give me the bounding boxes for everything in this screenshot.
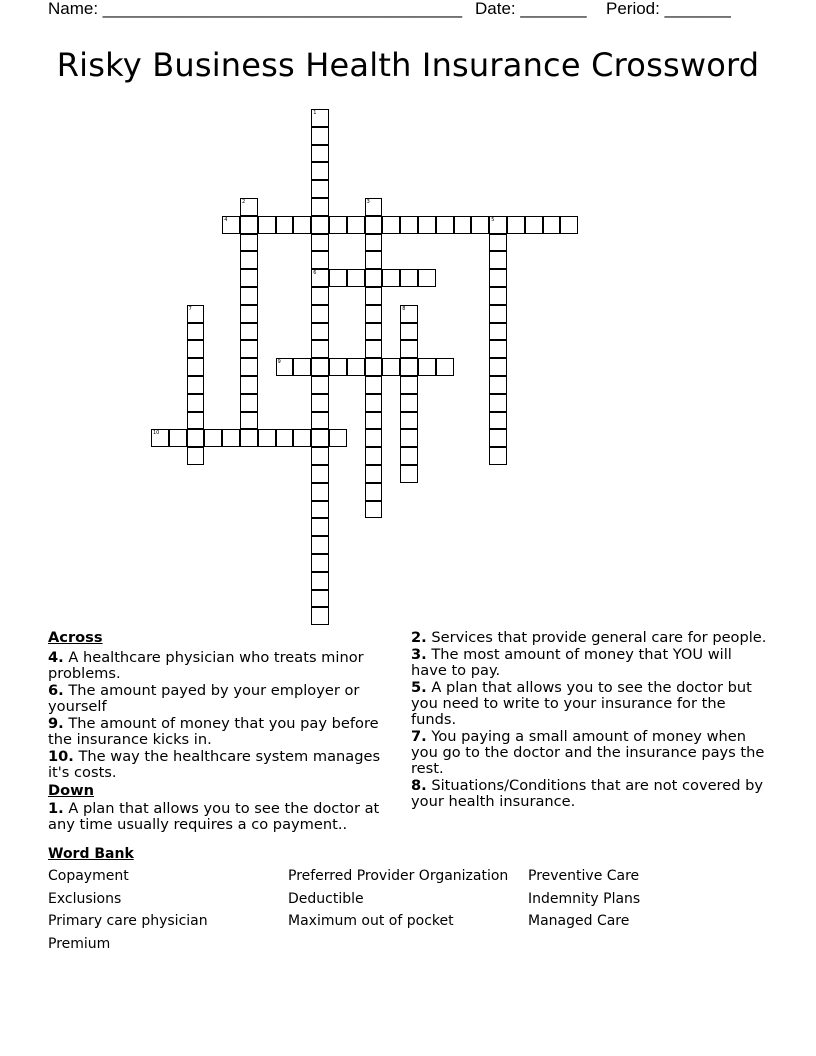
down-clue: [411, 729, 771, 777]
crossword-cell[interactable]: [311, 483, 329, 501]
crossword-cell[interactable]: [311, 412, 329, 430]
crossword-cell[interactable]: [240, 358, 258, 376]
crossword-cell[interactable]: [276, 358, 294, 376]
word-bank-item: Preventive Care: [528, 868, 640, 884]
crossword-cell[interactable]: [400, 394, 418, 412]
crossword-cell[interactable]: [489, 216, 507, 234]
crossword-cell[interactable]: [151, 429, 169, 447]
crossword-cell[interactable]: [311, 590, 329, 608]
clue-text: A plan that allows you to see the doctor but you need to write to your insurance for the funds.: [411, 679, 752, 728]
word-bank-item: Preferred Provider Organization: [288, 868, 509, 884]
crossword-cell[interactable]: [489, 394, 507, 412]
crossword-cell[interactable]: [400, 465, 418, 483]
crossword-cell[interactable]: [382, 358, 400, 376]
clue-number: 7.: [411, 728, 427, 745]
crossword-cell[interactable]: [365, 376, 383, 394]
crossword-cell[interactable]: [400, 358, 418, 376]
crossword-cell[interactable]: [489, 287, 507, 305]
across-clue: [48, 716, 403, 748]
clue-number-label: 2: [242, 199, 246, 205]
crossword-cell[interactable]: [258, 216, 276, 234]
word-bank-item: Primary care physician: [48, 913, 208, 929]
across-clue: [48, 749, 403, 781]
crossword-cell[interactable]: [293, 358, 311, 376]
crossword-cell[interactable]: [311, 162, 329, 180]
clue-number-label: 4: [224, 216, 228, 223]
crossword-cell[interactable]: [400, 269, 418, 287]
crossword-cell[interactable]: [329, 269, 347, 287]
crossword-cell[interactable]: [365, 429, 383, 447]
across-clue: [48, 683, 403, 715]
crossword-cell[interactable]: [187, 412, 205, 430]
down-clue: [411, 647, 771, 679]
clue-number-label: 1: [313, 110, 317, 116]
crossword-cell[interactable]: [311, 358, 329, 376]
crossword-cell[interactable]: [400, 216, 418, 234]
across-clue: [48, 650, 403, 682]
crossword-cell[interactable]: [311, 109, 329, 127]
crossword-cell[interactable]: [293, 216, 311, 234]
crossword-cell[interactable]: [311, 501, 329, 519]
crossword-cell[interactable]: [489, 323, 507, 341]
crossword-cell[interactable]: [276, 429, 294, 447]
crossword-cell[interactable]: [311, 305, 329, 323]
crossword-cell[interactable]: [169, 429, 187, 447]
clues-right-column: [411, 630, 771, 811]
crossword-cell[interactable]: [400, 429, 418, 447]
word-bank-item: Maximum out of pocket: [288, 913, 454, 929]
crossword-cell[interactable]: [187, 376, 205, 394]
clue-text: A healthcare physician who treats minor problems.: [48, 649, 364, 682]
clue-text: The amount of money that you pay before the insurance kicks in.: [48, 715, 379, 748]
crossword-cell[interactable]: [489, 269, 507, 287]
crossword-cell[interactable]: [329, 216, 347, 234]
clue-text: Situations/Conditions that are not covered by your health insurance.: [411, 777, 764, 810]
name-field[interactable]: Name: ______________________________________: [48, 0, 463, 18]
crossword-cell[interactable]: [489, 305, 507, 323]
clue-number: 1.: [48, 800, 64, 817]
clues-left-column: [48, 630, 403, 834]
crossword-cell[interactable]: [311, 607, 329, 625]
crossword-cell[interactable]: [222, 216, 240, 234]
crossword-cell[interactable]: [276, 216, 294, 234]
crossword-cell[interactable]: [400, 323, 418, 341]
crossword-cell[interactable]: [365, 251, 383, 269]
crossword-cell[interactable]: [347, 269, 365, 287]
crossword-cell[interactable]: [489, 340, 507, 358]
crossword-cell[interactable]: [365, 465, 383, 483]
crossword-cell[interactable]: [240, 234, 258, 252]
clue-number-label: 7: [188, 305, 192, 312]
crossword-cell[interactable]: [365, 234, 383, 252]
crossword-cell[interactable]: [187, 429, 205, 447]
crossword-cell[interactable]: [365, 358, 383, 376]
crossword-cell[interactable]: [454, 216, 472, 234]
word-bank-item: Exclusions: [48, 891, 122, 907]
crossword-cell[interactable]: [400, 340, 418, 358]
crossword-cell[interactable]: [222, 429, 240, 447]
crossword-cell[interactable]: [489, 251, 507, 269]
clue-text: The most amount of money that YOU will have to pay.: [411, 646, 732, 679]
crossword-cell[interactable]: [204, 429, 222, 447]
crossword-cell[interactable]: [543, 216, 561, 234]
crossword-cell[interactable]: [187, 340, 205, 358]
crossword-cell[interactable]: [240, 429, 258, 447]
clue-number-label: 3: [366, 199, 370, 205]
crossword-cell[interactable]: [489, 358, 507, 376]
crossword-cell[interactable]: [240, 323, 258, 341]
crossword-cell[interactable]: [400, 412, 418, 430]
period-field[interactable]: Period: _______: [606, 0, 731, 18]
crossword-cell[interactable]: [311, 447, 329, 465]
page-title: Risky Business Health Insurance Crossword: [56, 46, 760, 84]
crossword-cell[interactable]: [329, 358, 347, 376]
crossword-cell[interactable]: [400, 305, 418, 323]
crossword-cell[interactable]: [240, 305, 258, 323]
crossword-cell[interactable]: [240, 412, 258, 430]
crossword-cell[interactable]: [240, 216, 258, 234]
crossword-cell[interactable]: [347, 216, 365, 234]
crossword-cell[interactable]: [311, 198, 329, 216]
clue-number: 4.: [48, 649, 64, 666]
crossword-cell[interactable]: [187, 305, 205, 323]
word-bank-item: Premium: [48, 936, 111, 952]
crossword-cell[interactable]: [329, 429, 347, 447]
clue-number: 9.: [48, 715, 64, 732]
crossword-cell[interactable]: [240, 287, 258, 305]
crossword-cell[interactable]: [187, 323, 205, 341]
crossword-cell[interactable]: [311, 554, 329, 572]
word-bank-item: Deductible: [288, 891, 364, 907]
down-heading: Down: [48, 782, 95, 799]
crossword-cell[interactable]: [311, 429, 329, 447]
crossword-cell[interactable]: [311, 536, 329, 554]
crossword-cell[interactable]: [365, 340, 383, 358]
crossword-cell[interactable]: [258, 429, 276, 447]
word-bank-item: Copayment: [48, 868, 129, 884]
clue-text: Services that provide general care for people.: [431, 629, 767, 646]
crossword-cell[interactable]: [311, 518, 329, 536]
clue-text: The way the healthcare system manages it's costs.: [48, 748, 381, 781]
crossword-cell[interactable]: [365, 305, 383, 323]
crossword-cell[interactable]: [400, 376, 418, 394]
crossword-cell[interactable]: [489, 376, 507, 394]
crossword-cell[interactable]: [311, 216, 329, 234]
clue-number: 5.: [411, 679, 427, 696]
crossword-cell[interactable]: [311, 269, 329, 287]
clue-number-label: 6: [313, 270, 317, 277]
clue-number: 3.: [411, 646, 427, 663]
crossword-cell[interactable]: [240, 340, 258, 358]
crossword-cell[interactable]: [365, 269, 383, 287]
crossword-cell[interactable]: [525, 216, 543, 234]
clue-number-label: 8: [402, 305, 406, 312]
down-clue: [411, 630, 771, 646]
clue-number-label: 10: [153, 430, 160, 437]
crossword-cell[interactable]: [365, 323, 383, 341]
crossword-cell[interactable]: [489, 412, 507, 430]
crossword-cell[interactable]: [240, 394, 258, 412]
crossword-cell[interactable]: [365, 216, 383, 234]
crossword-cell[interactable]: [311, 323, 329, 341]
crossword-cell[interactable]: [436, 358, 454, 376]
clue-number-label: 5: [491, 216, 495, 223]
crossword-cell[interactable]: [311, 145, 329, 163]
crossword-cell[interactable]: [365, 287, 383, 305]
date-field[interactable]: Date: _______: [475, 0, 587, 18]
crossword-cell[interactable]: [400, 447, 418, 465]
crossword-cell[interactable]: [365, 412, 383, 430]
crossword-cell[interactable]: [311, 127, 329, 145]
crossword-cell[interactable]: [311, 465, 329, 483]
clue-number: 6.: [48, 682, 64, 699]
crossword-cell[interactable]: [187, 447, 205, 465]
crossword-cell[interactable]: [187, 394, 205, 412]
crossword-cell[interactable]: [240, 198, 258, 216]
crossword-cell[interactable]: [311, 394, 329, 412]
clue-number: 10.: [48, 748, 74, 765]
crossword-cell[interactable]: [311, 340, 329, 358]
crossword-cell[interactable]: [418, 216, 436, 234]
crossword-cell[interactable]: [311, 234, 329, 252]
crossword-cell[interactable]: [560, 216, 578, 234]
clue-text: A plan that allows you to see the doctor at any time usually requires a co payment..: [48, 800, 380, 833]
crossword-cell[interactable]: [365, 501, 383, 519]
crossword-cell[interactable]: [382, 216, 400, 234]
crossword-cell[interactable]: [347, 358, 365, 376]
crossword-cell[interactable]: [489, 234, 507, 252]
crossword-cell[interactable]: [382, 269, 400, 287]
crossword-cell[interactable]: [418, 358, 436, 376]
across-heading: Across: [48, 629, 103, 646]
crossword-cell[interactable]: [365, 483, 383, 501]
down-clue: [48, 801, 403, 833]
word-bank-item: Indemnity Plans: [528, 891, 641, 907]
crossword-cell[interactable]: [418, 269, 436, 287]
crossword-cell[interactable]: [365, 198, 383, 216]
clue-text: You paying a small amount of money when you go to the doctor and the insurance pays the rest.: [411, 728, 765, 777]
crossword-cell[interactable]: [311, 251, 329, 269]
crossword-cell[interactable]: [489, 429, 507, 447]
crossword-cell[interactable]: [489, 447, 507, 465]
crossword-cell[interactable]: [187, 358, 205, 376]
crossword-cell[interactable]: [365, 447, 383, 465]
word-bank-item: Managed Care: [528, 913, 630, 929]
crossword-cell[interactable]: [311, 287, 329, 305]
clue-number: 8.: [411, 777, 427, 794]
crossword-cell[interactable]: [311, 572, 329, 590]
crossword-cell[interactable]: [311, 180, 329, 198]
clue-text: The amount payed by your employer or yourself: [48, 682, 360, 715]
down-clue: [411, 778, 771, 810]
clue-number: 2.: [411, 629, 427, 646]
crossword-cell[interactable]: [471, 216, 489, 234]
crossword-cell[interactable]: [311, 376, 329, 394]
down-clue: [411, 680, 771, 728]
crossword-cell[interactable]: [240, 269, 258, 287]
crossword-cell[interactable]: [240, 376, 258, 394]
crossword-cell[interactable]: [240, 251, 258, 269]
crossword-cell[interactable]: [507, 216, 525, 234]
word-bank-heading: Word Bank: [48, 846, 134, 862]
crossword-cell[interactable]: [293, 429, 311, 447]
clue-number-label: 9: [277, 359, 281, 366]
crossword-cell[interactable]: [365, 394, 383, 412]
crossword-cell[interactable]: [436, 216, 454, 234]
